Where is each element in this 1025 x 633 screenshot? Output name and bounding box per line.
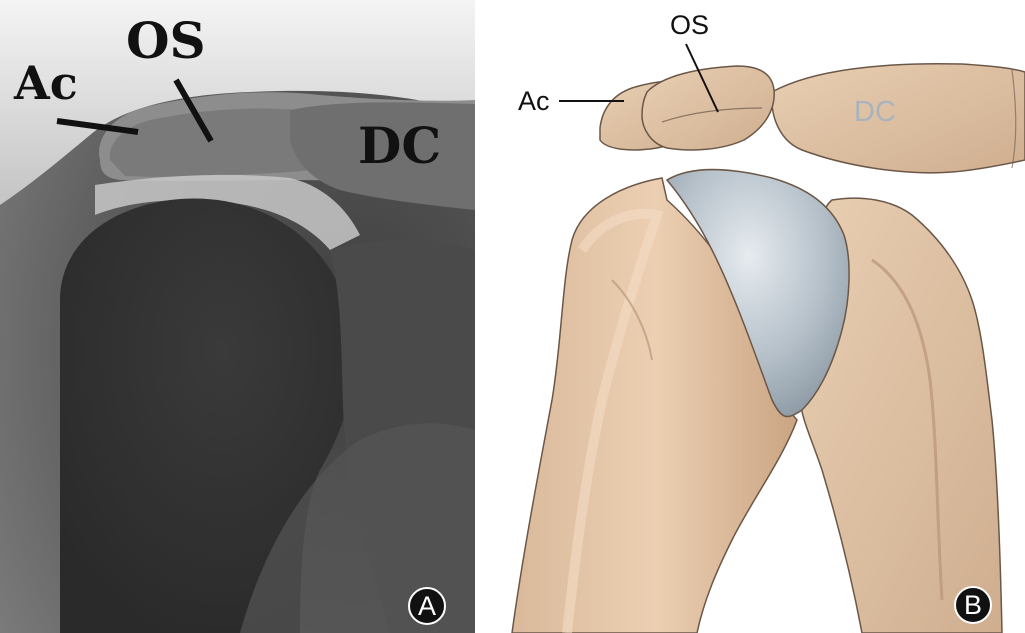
acromion-label: Ac	[518, 86, 550, 116]
xray-panel	[0, 0, 475, 633]
panel-a-badge: A	[408, 587, 446, 625]
distal-clavicle	[772, 64, 1025, 173]
os-acromiale-label: OS	[126, 11, 206, 70]
anatomy-illustration	[482, 0, 1025, 633]
distal-clavicle-label: DC	[358, 116, 442, 175]
illustration-panel	[482, 0, 1025, 633]
panel-b-badge: B	[954, 586, 992, 624]
acromion-label: Ac	[14, 56, 78, 110]
os-acromiale-label: OS	[670, 10, 710, 40]
distal-clavicle-label: DC	[854, 96, 896, 128]
